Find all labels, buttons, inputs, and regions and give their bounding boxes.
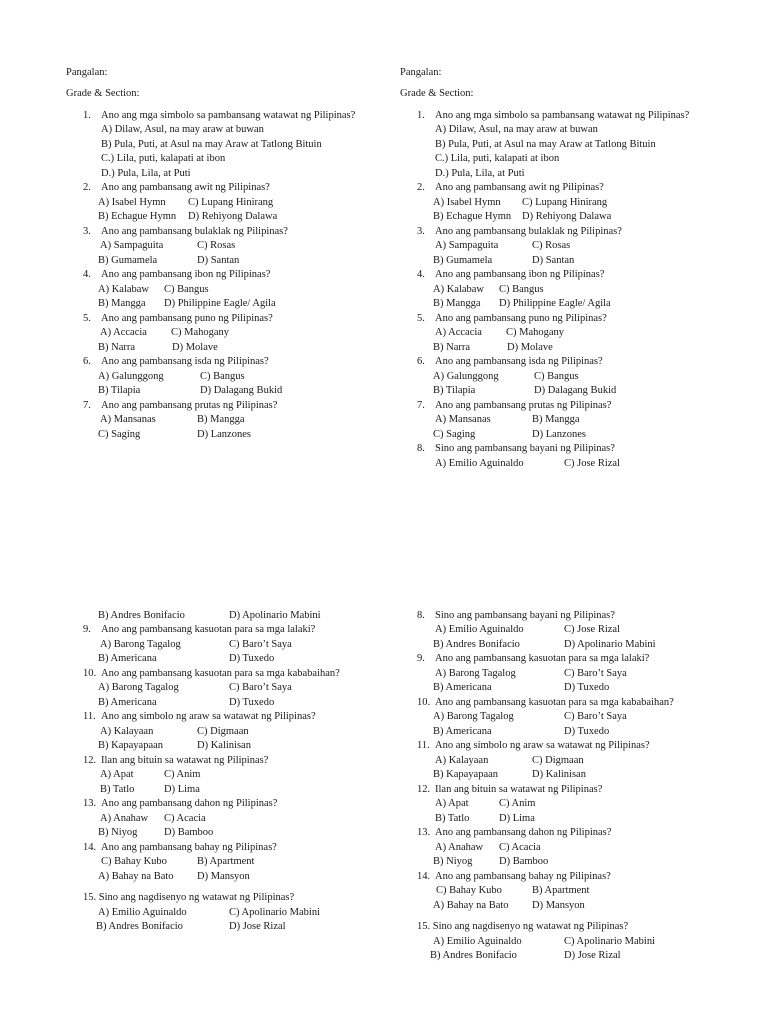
option: A) Galunggong	[433, 371, 499, 382]
option: A) Apat	[100, 769, 134, 780]
option: D) Jose Rizal	[229, 921, 286, 932]
option: B) Andres Bonifacio	[96, 921, 183, 932]
option: B) Tilapia	[98, 385, 141, 396]
option: D.) Pula, Lila, at Puti	[101, 168, 191, 179]
option: A) Sampaguita	[435, 240, 499, 251]
name-label: Pangalan:	[400, 67, 442, 78]
option: B) Niyog	[98, 827, 138, 838]
option: D) Lanzones	[197, 429, 251, 440]
option: A) Accacia	[100, 327, 147, 338]
option: C) Baro’t Saya	[229, 682, 292, 693]
option: A) Bahay na Bato	[433, 900, 509, 911]
option: D) Tuxedo	[229, 697, 275, 708]
option: C) Jose Rizal	[564, 458, 620, 469]
option: A) Dilaw, Asul, na may araw at buwan	[435, 124, 598, 135]
option: A) Mansanas	[100, 414, 156, 425]
option: D) Lima	[499, 813, 535, 824]
option: D) Santan	[197, 255, 240, 266]
option: C) Apolinario Mabini	[229, 907, 320, 918]
option: C) Acacia	[499, 842, 541, 853]
option: D) Rehiyong Dalawa	[188, 211, 278, 222]
option: B) Tilapia	[433, 385, 476, 396]
option: D) Tuxedo	[564, 726, 610, 737]
option: B) Echague Hymn	[433, 211, 512, 222]
option: C) Jose Rizal	[564, 624, 620, 635]
option: D) Apolinario Mabini	[564, 639, 656, 650]
option: C) Saging	[98, 429, 141, 440]
option: A) Sampaguita	[100, 240, 164, 251]
option: B) Apartment	[197, 856, 255, 867]
option: D) Lima	[164, 784, 200, 795]
option: C) Rosas	[197, 240, 236, 251]
option: C) Lupang Hinirang	[522, 197, 608, 208]
option: C) Anim	[499, 798, 536, 809]
option: A) Galunggong	[98, 371, 164, 382]
question-15: 15. Sino ang nagdisenyo ng watawat ng Pilipinas?	[417, 921, 629, 932]
option: B) Mangga	[433, 298, 481, 309]
option: A) Barong Tagalog	[100, 639, 181, 650]
option: A) Isabel Hymn	[433, 197, 501, 208]
option: B) Americana	[433, 682, 492, 693]
grade-section-label: Grade & Section:	[400, 88, 474, 99]
option: C) Bahay Kubo	[101, 856, 167, 867]
option: C) Bangus	[200, 371, 245, 382]
option: B) Tatlo	[100, 784, 135, 795]
option: B) Gumamela	[98, 255, 158, 266]
option: C) Bangus	[164, 284, 209, 295]
option: A) Anahaw	[100, 813, 149, 824]
question-15: 15. Sino ang nagdisenyo ng watawat ng Pilipinas?	[83, 892, 295, 903]
option: B) Pula, Puti, at Asul na may Araw at Tatlong Bituin	[101, 139, 322, 150]
option: C) Mahogany	[506, 327, 565, 338]
option: D.) Pula, Lila, at Puti	[435, 168, 525, 179]
option: A) Kalabaw	[433, 284, 485, 295]
option: D) Kalinisan	[532, 769, 586, 780]
option: C) Bahay Kubo	[436, 885, 502, 896]
option: D) Dalagang Bukid	[200, 385, 283, 396]
option: C) Baro’t Saya	[564, 711, 627, 722]
option: C.) Lila, puti, kalapati at ibon	[435, 153, 560, 164]
option: B) Andres Bonifacio	[98, 610, 185, 621]
option: C) Digmaan	[532, 755, 584, 766]
option: A) Kalabaw	[98, 284, 150, 295]
option: B) Americana	[98, 653, 157, 664]
option: D) Apolinario Mabini	[229, 610, 321, 621]
option: C) Saging	[433, 429, 476, 440]
option: B) Apartment	[532, 885, 590, 896]
option: B) Americana	[433, 726, 492, 737]
option: B) Gumamela	[433, 255, 493, 266]
option: A) Accacia	[435, 327, 482, 338]
option: B) Andres Bonifacio	[433, 639, 520, 650]
option: C) Bangus	[534, 371, 579, 382]
option: D) Philippine Eagle/ Agila	[164, 298, 276, 309]
option: A) Dilaw, Asul, na may araw at buwan	[101, 124, 264, 135]
option: D) Santan	[532, 255, 575, 266]
option: B) Mangga	[98, 298, 146, 309]
option: C) Mahogany	[171, 327, 230, 338]
option: B) Kapayapaan	[433, 769, 499, 780]
option: B) Kapayapaan	[98, 740, 164, 751]
option: C) Baro’t Saya	[564, 668, 627, 679]
option: C) Lupang Hinirang	[188, 197, 274, 208]
option: A) Emilio Aguinaldo	[433, 936, 522, 947]
name-label: Pangalan:	[66, 67, 108, 78]
option: D) Rehiyong Dalawa	[522, 211, 612, 222]
option: D) Mansyon	[532, 900, 585, 911]
option: A) Barong Tagalog	[433, 711, 514, 722]
option: D) Mansyon	[197, 871, 250, 882]
option: A) Kalayaan	[435, 755, 489, 766]
option: C) Baro’t Saya	[229, 639, 292, 650]
option: D) Molave	[507, 342, 553, 353]
option: A) Kalayaan	[100, 726, 154, 737]
option: C) Bangus	[499, 284, 544, 295]
option: C) Digmaan	[197, 726, 249, 737]
option: B) Mangga	[532, 414, 580, 425]
option: C) Acacia	[164, 813, 206, 824]
option: A) Emilio Aguinaldo	[98, 907, 187, 918]
option: A) Anahaw	[435, 842, 484, 853]
option: A) Barong Tagalog	[98, 682, 179, 693]
option: A) Barong Tagalog	[435, 668, 516, 679]
grade-section-label: Grade & Section:	[66, 88, 140, 99]
option: D) Jose Rizal	[564, 950, 621, 961]
option: B) Echague Hymn	[98, 211, 177, 222]
option: B) Andres Bonifacio	[430, 950, 517, 961]
option: B) Pula, Puti, at Asul na may Araw at Tatlong Bituin	[435, 139, 656, 150]
option: B) Narra	[98, 342, 136, 353]
option: C.) Lila, puti, kalapati at ibon	[101, 153, 226, 164]
option: A) Apat	[435, 798, 469, 809]
option: A) Emilio Aguinaldo	[435, 624, 524, 635]
option: D) Philippine Eagle/ Agila	[499, 298, 611, 309]
option: A) Emilio Aguinaldo	[435, 458, 524, 469]
option: B) Tatlo	[435, 813, 470, 824]
option: D) Lanzones	[532, 429, 586, 440]
option: B) Mangga	[197, 414, 245, 425]
option: B) Niyog	[433, 856, 473, 867]
option: D) Dalagang Bukid	[534, 385, 617, 396]
option: A) Isabel Hymn	[98, 197, 166, 208]
option: D) Molave	[172, 342, 218, 353]
option: B) Narra	[433, 342, 471, 353]
option: D) Bamboo	[499, 856, 549, 867]
option: A) Bahay na Bato	[98, 871, 174, 882]
option: D) Bamboo	[164, 827, 214, 838]
option: C) Rosas	[532, 240, 571, 251]
option: C) Apolinario Mabini	[564, 936, 655, 947]
option: A) Mansanas	[435, 414, 491, 425]
option: B) Americana	[98, 697, 157, 708]
option: C) Anim	[164, 769, 201, 780]
option: D) Tuxedo	[229, 653, 275, 664]
option: D) Tuxedo	[564, 682, 610, 693]
option: D) Kalinisan	[197, 740, 251, 751]
